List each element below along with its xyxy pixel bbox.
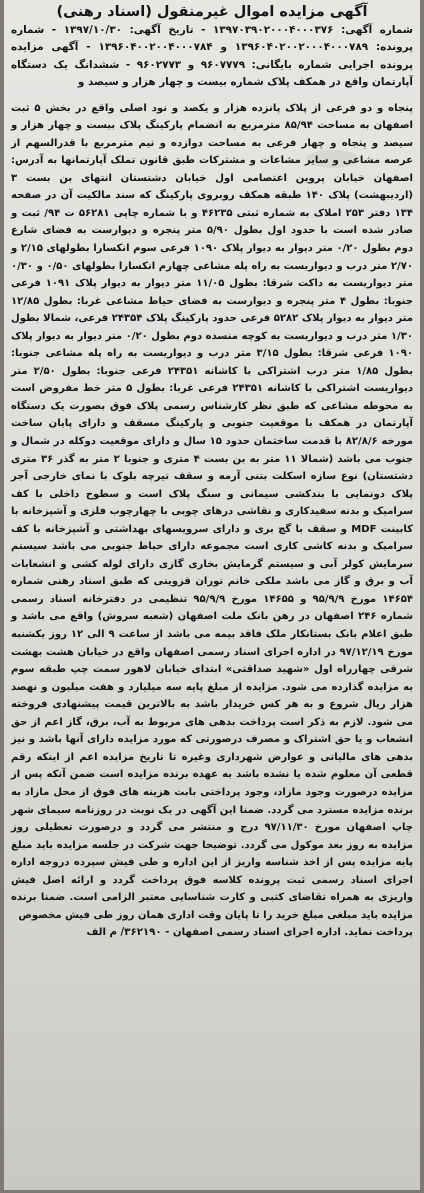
newspaper-clipping (4, 0, 420, 1190)
notice-body-text: پنجاه و دو فرعی از پلاک پانزده هزار و یکصد و نود اصلی واقع در بخش ۵ ثبت اصفهان به مساحت ۸۵/۹۴ مترمربع به انضمام پارکینگ پلاک بیست و چهار هزار و سیصد و پنجاه و چهار فرعی به مساحت دوازده و نیم مترمربع با قدرالسهم از عرصه مشاعی و سایر مشاعات و مشترکات طبق قانون تملک آپارتمانها به آدرس: اصفهان خیابان پروین اعتصامی اول خیابان دشتستان انتهای بن بست ۳ (اردیبهشت) پلاک ۱۴۰ طبقه همکف روبروی پارکینگ که سند مالکیت آن در صفحه ۱۳۴ دفتر ۲۵۳ املاک به شماره ثبتی ۴۶۲۳۵ و با شماره چاپی ۵۶۲۸۱ ت ۹۴/ ثبت و صادر شده است با حدود اول بطول ۵/۹۰ متر پنجره و دیوارست به فضای شارع دوم بطول ۰/۲۰ متر دیوار به دیوار پلاک ۱۰۹۰ فرعی سوم انکسارا بطولهای ۲/۱۵ و ۲/۷۰ متر درب و دیواریست به راه پله مشاعی چهارم انکسارا بطولهای ۰/۵۰ و ۰/۳۰ متر دیواریست به داکت شرقا: بطول ۱۱/۰۵ متر دیوار به دیوار پلاک ۱۰۹۱ فرعی جنوبا: بطول ۴ متر پنجره و دیوارست به فضای حیاط مشاعی غربا: بطول ۱۲/۸۵ متر دیوار به دیوار پلاک ۵۲۸۲ فرعی حدود پارکینگ پلاک ۲۴۳۵۴ فرعی، شمالا بطول ۱/۳۰ متر درب و دیواریست به کوچه منسده دوم بطول ۰/۲۰ متر دیوار به دیوار پلاک ۱۰۹۰ فرعی شرقا: بطول ۳/۱۵ متر درب و دیواریست به راه پله مشاعی جنوبا: بطول ۱/۸۵ متر درب اشتراکی با کاشانه ۲۴۳۵۱ فرعی جنوبا: بطول ۲/۵۰ متر دیواریست اشتراکی با کاشانه ۲۴۳۵۱ فرعی غربا: بطول ۵ متر خط مفروض است به محوطه مشاعی که طبق نظر کارشناس رسمی پلاک فوق بصورت یک دستگاه آپارتمان در همکف با موقعیت جنوبی و پارکینگ مسقف و دارای پایان ساخت مورخه ۸۲/۸/۶ با قدمت ساختمان حدود ۱۵ سال و دارای موقعیت دوکله در شمال و جنوب می باشد (شمالا ۱۱ متر به بن بست ۴ متری و جنوبا ۲ متر به گذر ۳۶ متری دشتستان) نوع سازه اسکلت بتنی آرمه و سقف تیرچه بلوک با نمای خارجی آجر پلاک دونمایی با بندکشی سیمانی و سنگ پلاک است و سطوح داخلی با کف سرامیک و بدنه سفیدکاری و نقاشی درهای چوبی با چهارچوب فلزی و آشپزخانه با کابینت MDF و سقف با گچ بری و دارای سرویسهای بهداشتی و آشپزخانه با کف سرامیک و بدنه کاشی کاری است مجموعه دارای حیاط جنوبی می باشد سیستم سرمایش کولر آبی و سیستم گرمایش بخاری گازی دارای لوله کشی و انشعابات آب و برق و گاز می باشد ملکی خانم توران قزوینی که طبق اسناد رهنی شماره ۱۴۶۵۴ مورخ ۹۵/۹/۹ و ۱۴۶۵۵ مورخ ۹۵/۹/۹ تنظیمی در دفترخانه اسناد رسمی شماره ۲۴۶ اصفهان در رهن بانک ملت اصفهان (شعبه سروش) واقع می باشد و طبق اعلام بانک بستانکار ملک فاقد بیمه می باشد از ساعت ۹ الی ۱۲ روز یکشنبه مورخ ۹۷/۱۲/۱۹ در اداره اجرای اسناد رسمی اصفهان واقع در خیابان هشت بهشت شرقی چهارراه اول «شهید صداقتی» ابتدای خیابان لاهور سمت چپ طبقه سوم به مزایده گذارده می شود. مزایده از مبلغ پایه سه میلیارد و هفت میلیون و نهصد هزار ریال شروع و به هر کس خریدار باشد به بالاترین قیمت پیشنهادی فروخته می شود. لازم به ذکر است پرداخت بدهی های مربوط به آب، برق، گاز اعم از حق انشعاب و یا حق اشتراک و مصرف درصورتی که مورد مزایده دارای آنها باشد و نیز بدهی های مالیاتی و عوارض شهرداری وغیره تا تاریخ مزایده اعم از اینکه رقم قطعی آن معلوم شده یا نشده باشد به عهده برنده مزایده است ضمن آنکه پس از مزایده درصورت وجود مازاد، وجود پرداختی بابت هزینه های فوق از محل مازاد به برنده مزایده مسترد می گردد. ضمنا این آگهی در یک نوبت در روزنامه سیمای شهر چاپ اصفهان مورخ ۹۷/۱۱/۳۰ درج و منتشر می گردد و درصورت تعطیلی روز مزایده به روز بعد موکول می گردد. توضیحا جهت شرکت در جلسه مزایده باید مبلغ پایه مزایده پس از اخذ شناسه واریز از این اداره و طی فیش سپرده دروجه اداره اجرای اسناد رسمی ثبت پرونده کلاسه فوق پرداخت گردد و ارائه اصل فیش واریزی به همراه تقاضای کتبی و کارت شناسایی معتبر الزامی است. ضمنا برنده مزایده باید مبلغی مبلغ خرید را تا پایان وقت اداری همان روز طی فیش مخصوص (11, 102, 414, 921)
notice-title: آگهی مزایده اموال غیرمنقول (اسناد رهنی) (56, 4, 368, 20)
notice-header: شماره آگهی: ۱۳۹۷۰۳۹۰۲۰۰۰۴۰۰۰۳۷۶ - تاریخ آگهی: ۱۳۹۷/۱۰/۳۰ - شماره پرونده: ۱۳۹۶۰۴۰۲۰۰۲۰۰۰۴۰۰۰۷۸۹ و ۱۳۹۶۰۴۰۰۲۰۰۴۰۰۰۷۸۴ - آگهی مزایده پرونده اجرایی شماره بایگانی: ۹۶۰۷۷۷۹ و ۹۶۰۲۷۷۳ - ششدانگ یک دستگاه آپارتمان واقع در همکف پلاک شماره بیست و چهار هزار و سیصد و (11, 24, 414, 89)
ink-smudge (306, 150, 358, 168)
notice-body (11, 100, 413, 925)
notice-footer: پرداخت نماید. اداره اجرای اسناد رسمی اصفهان - ۳۶۲۱۹۰/ م الف (86, 927, 413, 939)
